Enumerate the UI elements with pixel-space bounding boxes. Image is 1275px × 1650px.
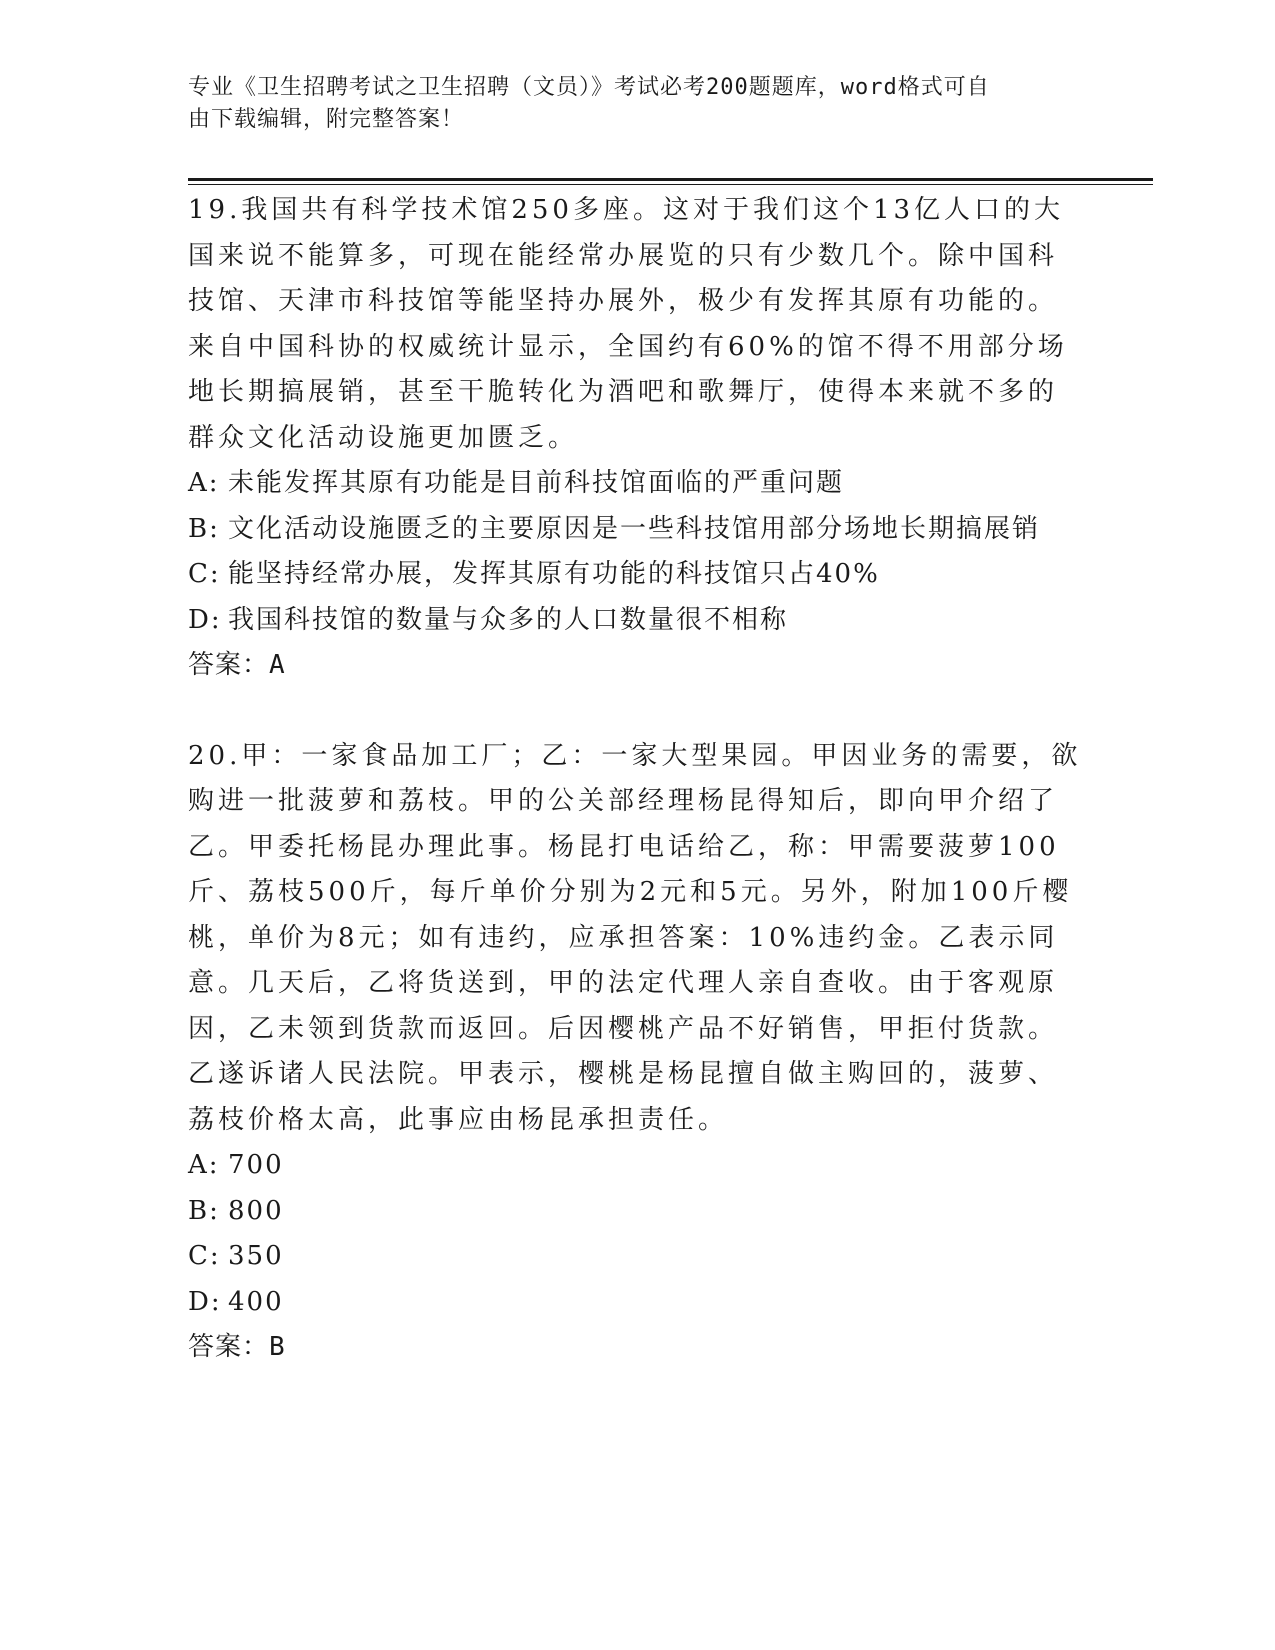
option-text: 我国科技馆的数量与众多的人口数量很不相称 (228, 604, 789, 635)
option-d (188, 598, 1088, 644)
option-letter: C: (188, 1241, 221, 1271)
document-header (188, 72, 1068, 136)
question-block-19 (188, 188, 1088, 689)
answer-label: 答案：B (188, 1332, 286, 1362)
question-list (188, 188, 1088, 1371)
option-letter: C: (188, 559, 221, 589)
header-line-1: 专业《卫生招聘考试之卫生招聘（文员）》考试必考200题题库，word格式可自 (188, 75, 990, 100)
option-text: 400 (228, 1286, 284, 1317)
option-letter: B: (188, 1195, 220, 1226)
option-c (188, 1234, 1088, 1280)
option-d (188, 1280, 1088, 1326)
question-text: 19.我国共有科学技术馆250多座。这对于我们这个13亿人口的大国来说不能算多，可现在能经常办展览的只有少数几个。除中国科技馆、天津市科技馆等能坚持办展外，极少有发挥其原有功能的。来自中国科协的权威统计显示，全国约有60%的馆不得不用部分场地长期搞展销，甚至干脆转化为酒吧和歌舞厅，使得本来就不多的群众文化活动设施更加匮乏。 (188, 195, 1068, 453)
option-text: 350 (228, 1241, 284, 1271)
option-text: 文化活动设施匮乏的主要原因是一些科技馆用部分场地长期搞展销 (228, 513, 1041, 544)
option-letter: A: (188, 468, 220, 498)
option-text: 700 (228, 1150, 284, 1180)
header-divider-thin (188, 184, 1153, 185)
option-letter: A: (188, 1150, 220, 1180)
option-letter: D: (188, 604, 222, 635)
option-c (188, 552, 1088, 598)
answer-label: 答案：A (188, 650, 286, 680)
option-b (188, 507, 1088, 553)
option-letter: D: (188, 1286, 222, 1317)
header-line-2: 由下载编辑，附完整答案！ (188, 107, 465, 132)
option-a (188, 1143, 1088, 1189)
block-spacer (188, 689, 1088, 734)
option-b (188, 1189, 1088, 1235)
option-text: 未能发挥其原有功能是目前科技馆面临的严重问题 (228, 468, 845, 498)
option-a (188, 461, 1088, 507)
option-text: 800 (228, 1195, 284, 1226)
header-divider-thick (188, 178, 1153, 181)
question-block-20 (188, 734, 1088, 1371)
option-letter: B: (188, 513, 220, 544)
question-text: 20.甲：一家食品加工厂；乙：一家大型果园。甲因业务的需要，欲购进一批菠萝和荔枝。甲的公关部经理杨昆得知后，即向甲介绍了乙。甲委托杨昆办理此事。杨昆打电话给乙，称：甲需要菠萝100斤、荔枝500斤，每斤单价分别为2元和5元。另外，附加100斤樱桃，单价为8元；如有违约，应承担答案：10%违约金。乙表示同意。几天后，乙将货送到，甲的法定代理人亲自查收。由于客观原因，乙未领到货款而返回。后因樱桃产品不好销售，甲拒付货款。乙遂诉诸人民法院。甲表示，樱桃是杨昆擅自做主购回的，菠萝、荔枝价格太高，此事应由杨昆承担责任。 (188, 740, 1082, 1135)
option-text: 能坚持经常办展，发挥其原有功能的科技馆只占40% (228, 559, 880, 589)
